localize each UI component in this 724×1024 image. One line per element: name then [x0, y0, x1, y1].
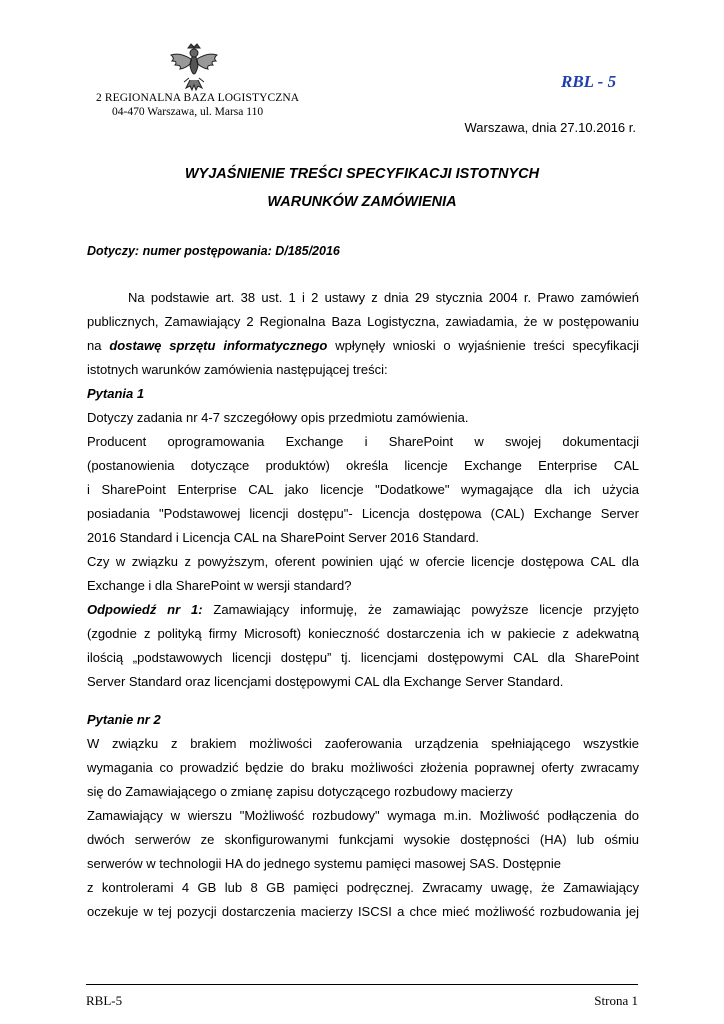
paragraph-line: Czy w związku z powyższym, oferent powinien ująć w ofercie licencje dostępowa CAL dla — [87, 554, 639, 569]
paragraph-line: z kontrolerami 4 GB lub 8 GB pamięci podręcznej. Zwracamy uwagę, że Zamawiający — [87, 880, 639, 895]
paragraph-line: serwerów w technologii HA do jednego systemu pamięci masowej SAS. Dostępnie — [87, 856, 562, 871]
answer-1-label: Odpowiedź nr 1: — [87, 602, 203, 617]
paragraph-line: Producent oprogramowania Exchange i SharePoint w swojej dokumentacji — [87, 434, 639, 449]
answer-1-line: Odpowiedź nr 1: Zamawiający informuję, że zamawiając powyższe licencje przyjęto — [87, 602, 639, 617]
paragraph-line: Na podstawie art. 38 ust. 1 i 2 ustawy z dnia 29 stycznia 2004 r. Prawo zamówień — [128, 290, 639, 305]
date-line: Warszawa, dnia 27.10.2016 r. — [464, 120, 636, 135]
document-code: RBL - 5 — [561, 72, 617, 91]
reference-number: Dotyczy: numer postępowania: D/185/2016 — [87, 244, 340, 258]
footer-doc-code: RBL-5 — [86, 993, 123, 1008]
question-2-heading: Pytanie nr 2 — [87, 712, 161, 727]
paragraph-line: oczekuje w tej pozycji dostarczenia macierzy ISCSI a chce mieć możliwość rozbudowania jej — [87, 904, 639, 919]
paragraph-line: Zamawiający w wierszu "Możliwość rozbudowy" wymaga m.in. Możliwość podłączenia do — [87, 808, 639, 823]
paragraph-line: wymagania co prowadzić będzie do braku możliwości złożenia poprawnej oferty zwracamy — [87, 760, 639, 775]
document-body — [87, 286, 639, 924]
paragraph-line: Exchange i dla SharePoint w wersji standard? — [87, 578, 352, 593]
document-title-line-1: WYJAŚNIENIE TREŚCI SPECYFIKACJI ISTOTNYCH — [184, 166, 540, 182]
paragraph-line: W związku z brakiem możliwości zaoferowania urządzenia spełniającego wszystkie — [87, 736, 639, 751]
organization-address: 04-470 Warszawa, ul. Marsa 110 — [112, 106, 264, 118]
paragraph-line: (zgodnie z polityką firmy Microsoft) konieczność dostarczenia ich w pakiecie z adekwatną — [87, 626, 639, 641]
organization-name: 2 REGIONALNA BAZA LOGISTYCZNA — [96, 92, 300, 104]
bold-phrase: dostawę sprzętu informatycznego — [109, 338, 328, 353]
paragraph-line: się do Zamawiającego o zmianę zapisu dotyczącego rozbudowy macierzy — [87, 784, 513, 799]
paragraph-line: posiadania "Podstawowej licencji dostępu"- Licencja dostępowa (CAL) Exchange Server — [87, 506, 639, 521]
paragraph-line: publicznych, Zamawiający 2 Regionalna Baza Logistyczna, zawiadamia, że w postępowaniu — [87, 314, 639, 329]
eagle-emblem-icon — [166, 42, 222, 94]
document-title-line-2: WARUNKÓW ZAMÓWIENIA — [267, 194, 457, 210]
paragraph-line: i SharePoint Enterprise CAL jako licencje "Dodatkowe" wymagające dla ich użycia — [87, 482, 639, 497]
question-1-heading: Pytania 1 — [87, 386, 145, 401]
paragraph-line: ilością „podstawowych licencji dostępu” tj. licencjami dostępowymi CAL dla SharePoint — [87, 650, 639, 665]
paragraph-line: na dostawę sprzętu informatycznego wpłynęły wnioski o wyjaśnienie treści specyfikacji — [87, 338, 640, 353]
paragraph-line: Dotyczy zadania nr 4-7 szczegółowy opis przedmiotu zamówienia. — [87, 410, 469, 425]
paragraph-line: (postanowienia dotyczące produktów) określa licencje Exchange Enterprise CAL — [87, 458, 639, 473]
footer-divider — [86, 984, 638, 985]
paragraph-line: dwóch serwerów ze skonfigurowanymi funkcjami wysokie dostępności (HA) lub ośmiu — [87, 832, 639, 847]
paragraph-line: istotnych warunków zamówienia następującej treści: — [87, 362, 388, 377]
paragraph-line: Server Standard oraz licencjami dostępowymi CAL dla Exchange Server Standard. — [87, 674, 564, 689]
paragraph-line: 2016 Standard i Licencja CAL na SharePoint Server 2016 Standard. — [87, 530, 479, 545]
footer-page-number: Strona 1 — [594, 993, 638, 1008]
